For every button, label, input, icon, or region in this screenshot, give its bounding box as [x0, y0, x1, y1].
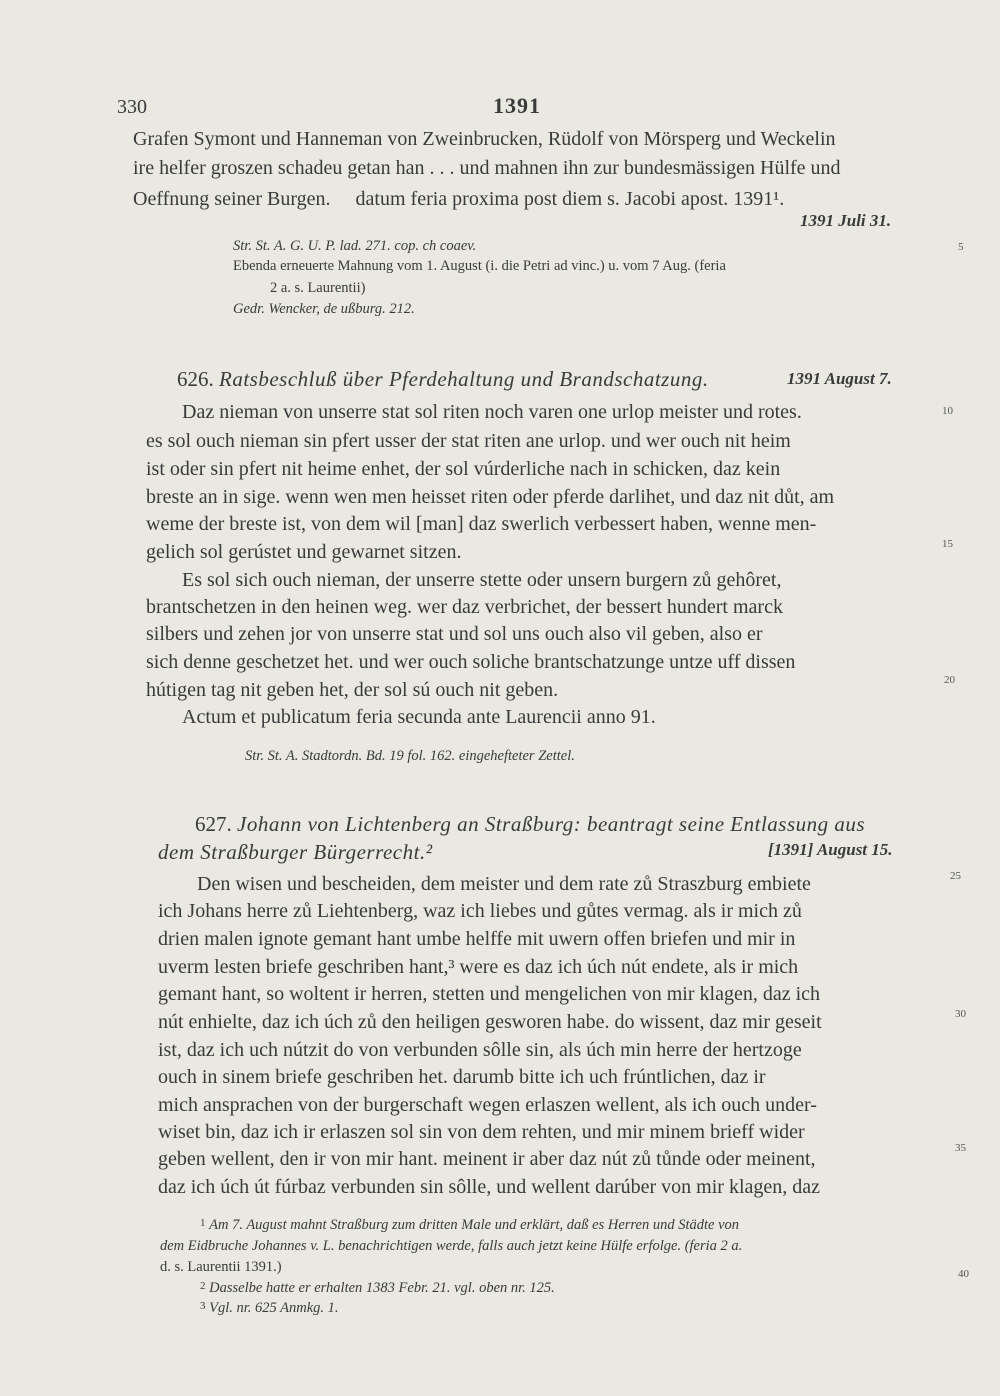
- text-line: wiset bin, daz ich ir erlaszen sol sin von dem rehten, und mir minem brieff wider: [158, 1121, 805, 1143]
- text-line: nút enhielte, daz ich úch zů den heiligen gesworen habe. do wissent, daz mir geseit: [158, 1011, 822, 1033]
- text-line: es sol ouch nieman sin pfert usser der stat riten ane urlop. und wer ouch nit heim: [146, 430, 791, 452]
- text-line: uverm lesten briefe geschriben hant,³ were es daz ich úch nút endete, als ir mich: [158, 956, 799, 978]
- footnote-mark: 2: [200, 1280, 206, 1292]
- footnote-text: Vgl. nr. 625 Anmkg. 1.: [209, 1300, 339, 1316]
- intro-date: 1391 Juli 31.: [800, 211, 892, 230]
- document-627-heading: [195, 812, 865, 837]
- line-number: 30: [955, 1008, 966, 1020]
- document-626-date: 1391 August 7.: [787, 369, 892, 388]
- line-number: 20: [944, 674, 955, 686]
- text-line: daz ich úch út fúrbaz verbunden sin sôlle, und wellent darúber von mir klagen, daz: [158, 1176, 821, 1198]
- footnote-1-cont: d. s. Laurentii 1391.): [160, 1259, 282, 1275]
- source-line: Gedr. Wencker, de ußburg. 212.: [233, 301, 415, 317]
- footnote-2: [200, 1280, 555, 1297]
- document-title: Johann von Lichtenberg an Straßburg: beantragt seine Entlassung aus: [237, 812, 866, 836]
- text-line: sich denne geschetzet het. und wer ouch soliche brantschatzunge untze uff dissen: [146, 651, 796, 673]
- text-line: Daz nieman von unserre stat sol riten noch varen one urlop meister und rotes.: [182, 401, 802, 423]
- source-line: Ebenda erneuerte Mahnung vom 1. August (i. die Petri ad vinc.) u. vom 7 Aug. (feria: [233, 258, 726, 274]
- text-line: hútigen tag nit geben het, der sol sú ouch nit geben.: [146, 679, 559, 701]
- line-number: 5: [958, 241, 964, 253]
- text-line: gemant hant, so woltent ir herren, stetten und mengelichen von mir klagen, daz ich: [158, 983, 821, 1005]
- footnote-text: Dasselbe hatte er erhalten 1383 Febr. 21. vgl. oben nr. 125.: [209, 1280, 555, 1296]
- line-number: 10: [942, 405, 953, 417]
- footnote-mark: 1: [200, 1217, 206, 1229]
- line-number: 40: [958, 1268, 969, 1280]
- running-head-year: 1391: [493, 93, 541, 118]
- text-line: ich Johans herre zů Liehtenberg, waz ich liebes und gůtes vermag. als ir mich zů: [158, 900, 802, 922]
- text-line: geben wellent, den ir von mir hant. meinent ir aber daz nút zů tůnde oder meinent,: [158, 1148, 816, 1170]
- text-line: Actum et publicatum feria secunda ante Laurencii anno 91.: [182, 706, 656, 728]
- line-number: 15: [942, 538, 953, 550]
- intro-line: Oeffnung seiner Burgen. datum feria proxima post diem s. Jacobi apost. 1391¹.: [133, 188, 785, 210]
- source-line: 2 a. s. Laurentii): [270, 280, 366, 296]
- footnote-text: Am 7. August mahnt Straßburg zum dritten Male und erklärt, daß es Herren und Städte von: [209, 1217, 740, 1233]
- document-627-date: [1391] August 15.: [768, 840, 893, 859]
- source-line: Str. St. A. G. U. P. lad. 271. cop. ch coaev.: [233, 238, 477, 254]
- text-line: ist, daz ich uch nútzit do von verbunden sôlle sin, als úch min herre der hertzoge: [158, 1039, 802, 1061]
- text-line: gelich sol gerústet und gewarnet sitzen.: [146, 541, 462, 563]
- text-line: ist oder sin pfert nit heime enhet, der sol vúrderliche nach in schicken, daz kein: [146, 458, 781, 480]
- footnote-3: [200, 1300, 339, 1317]
- intro-line: Grafen Symont und Hanneman von Zweinbrucken, Rüdolf von Mörsperg und Weckelin: [133, 128, 836, 150]
- footnote-1: [200, 1217, 739, 1234]
- text-line: Es sol sich ouch nieman, der unserre stette oder unsern burgern zů gehôret,: [182, 569, 782, 591]
- document-626-source: Str. St. A. Stadtordn. Bd. 19 fol. 162. eingehefteter Zettel.: [245, 748, 575, 764]
- text-line: breste an in sige. wenn wen men heisset riten oder pferde darlihet, und daz nit důt, am: [146, 486, 835, 508]
- document-626-heading: [177, 367, 709, 392]
- text-line: Den wisen und bescheiden, dem meister und dem rate zů Straszburg embiete: [197, 873, 811, 895]
- document-number: 626.: [177, 367, 214, 391]
- text-line: mich ansprachen von der burgerschaft wegen erlaszen wellent, als ich ouch under-: [158, 1094, 817, 1116]
- document-title: Ratsbeschluß über Pferdehaltung und Brandschatzung.: [219, 367, 709, 391]
- footnote-1-cont: dem Eidbruche Johannes v. L. benachrichtigen werde, falls auch jetzt keine Hülfe erfolge. (feria 2 a.: [160, 1238, 743, 1254]
- text-line: ouch in sinem briefe geschriben het. darumb bitte ich uch frúntlichen, daz ir: [158, 1066, 766, 1088]
- document-number: 627.: [195, 812, 232, 836]
- footnote-mark: 3: [200, 1300, 206, 1312]
- intro-line: ire helfer groszen schadeu getan han . . . und mahnen ihn zur bundesmässigen Hülfe und: [133, 157, 841, 179]
- line-number: 35: [955, 1142, 966, 1154]
- page-number: 330: [117, 96, 147, 118]
- text-line: brantschetzen in den heinen weg. wer daz verbrichet, der bessert hundert marck: [146, 596, 783, 618]
- text-line: weme der breste ist, von dem wil [man] daz swerlich verbessert haben, wenne men-: [146, 513, 817, 535]
- line-number: 25: [950, 870, 961, 882]
- document-627-title-cont: dem Straßburger Bürgerrecht.²: [158, 840, 433, 864]
- text-line: drien malen ignote gemant hant umbe helffe mit uwern offen briefen und mir in: [158, 928, 796, 950]
- text-line: silbers und zehen jor von unserre stat und sol uns ouch also vil geben, also er: [146, 623, 763, 645]
